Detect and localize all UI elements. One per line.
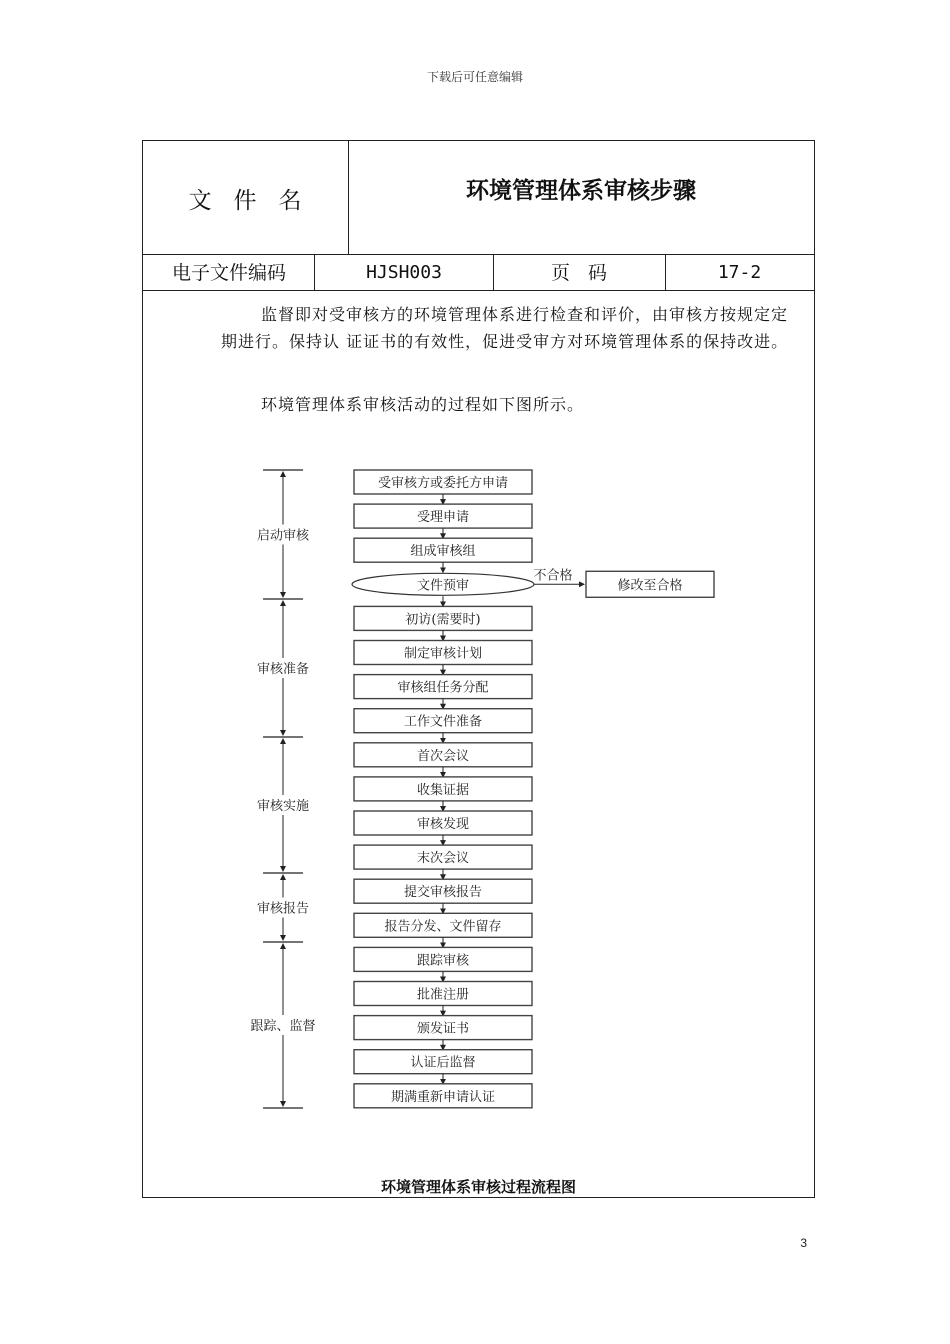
- step-label: 期满重新申请认证: [390, 1089, 496, 1105]
- phase-label: 审核准备: [256, 662, 310, 677]
- phase-label: 跟踪、监督: [250, 1019, 316, 1034]
- code-label: 电子文件编码: [171, 262, 286, 284]
- step-label: 审核组任务分配: [397, 680, 489, 696]
- file-name-label: 文件名: [188, 188, 324, 214]
- phase-label: 审核实施: [256, 799, 310, 814]
- page-label: 页码: [550, 262, 625, 284]
- branch-target-label: 修改至合格: [617, 578, 683, 594]
- step-label: 认证后监督: [410, 1055, 476, 1071]
- step-label: 初访(需要时): [405, 612, 481, 628]
- intro-paragraph: 监督即对受审核方的环境管理体系进行检查和评价，由审核方按规定定期进行。保持认 证证书的有效性，促进受审方对环境管理体系的保持改进。: [221, 305, 789, 351]
- flowchart-caption: 环境管理体系审核过程流程图: [380, 1178, 576, 1196]
- header-note: 下载后可任意编辑: [426, 70, 523, 84]
- step-label: 工作文件准备: [403, 714, 483, 730]
- step-label: 组成审核组: [410, 544, 476, 560]
- step-label: 提交审核报告: [403, 885, 483, 901]
- step-label: 跟踪审核: [416, 953, 470, 969]
- flow-intro-paragraph: 环境管理体系审核活动的过程如下图所示。: [261, 395, 585, 414]
- document-title: 环境管理体系审核步骤: [466, 178, 696, 204]
- step-label: 受审核方或委托方申请: [377, 476, 509, 491]
- branch-label: 不合格: [533, 568, 573, 584]
- code-value: HJSH003: [366, 262, 442, 283]
- step-label: 首次会议: [416, 748, 470, 764]
- page-number: 3: [800, 1236, 807, 1250]
- phase-label: 审核报告: [256, 901, 310, 917]
- step-label: 收集证据: [416, 782, 470, 798]
- step-label: 报告分发、文件留存: [384, 919, 502, 935]
- page-value: 17-2: [717, 262, 762, 283]
- step-label: 审核发现: [416, 817, 470, 832]
- step-label: 批准注册: [416, 987, 470, 1003]
- step-label: 制定审核计划: [403, 646, 483, 662]
- phase-label: 启动审核: [256, 528, 310, 544]
- step-label: 受理申请: [416, 510, 470, 526]
- step-label: 文件预审: [416, 578, 470, 594]
- step-label: 末次会议: [416, 851, 470, 867]
- step-label: 颁发证书: [416, 1021, 470, 1037]
